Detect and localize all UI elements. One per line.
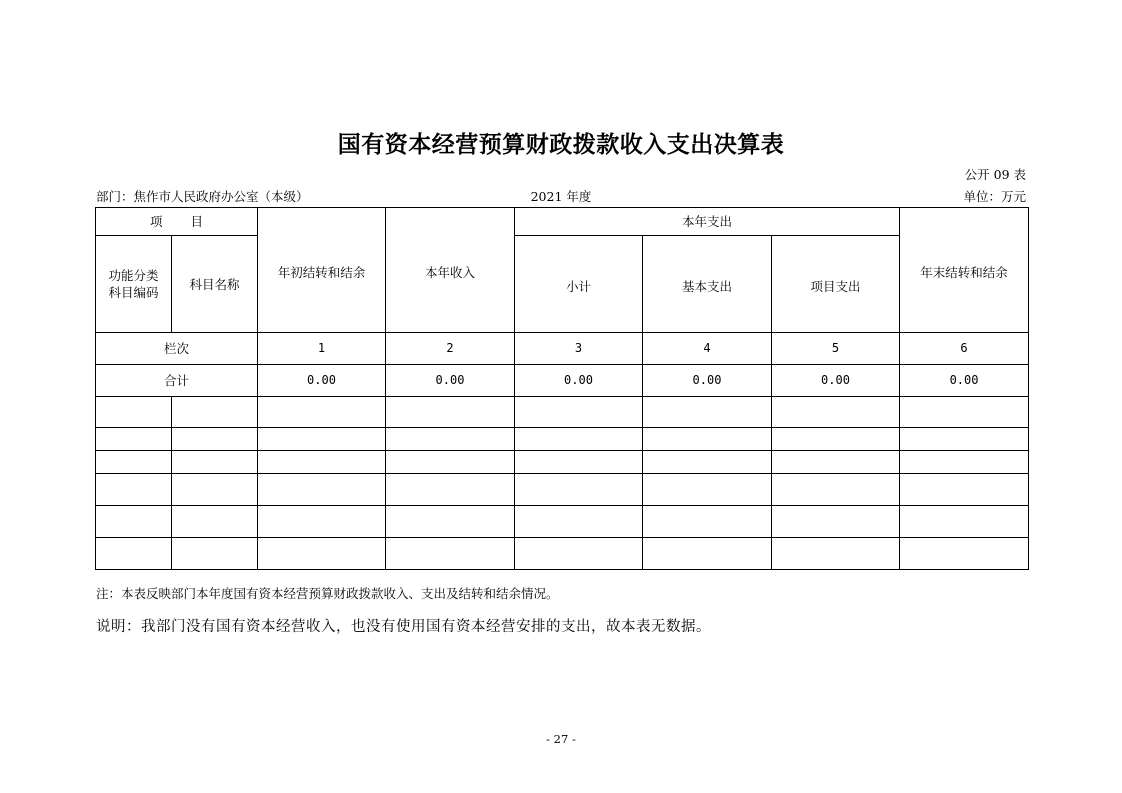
row-total-cell: 0.00 xyxy=(386,365,515,397)
row-index-cell: 1 xyxy=(258,333,386,365)
row-total-cell: 0.00 xyxy=(772,365,900,397)
row-total-cell: 0.00 xyxy=(515,365,643,397)
year-label: 2021 年度 xyxy=(530,189,592,204)
budget-table xyxy=(95,207,1029,570)
empty-row xyxy=(96,474,1029,506)
empty-row xyxy=(96,428,1029,451)
row-index-cell: 6 xyxy=(900,333,1029,365)
header-subject-name: 科目名称 xyxy=(172,236,258,333)
empty-row xyxy=(96,451,1029,474)
row-total xyxy=(96,365,1029,397)
table-note: 注：本表反映部门本年度国有资本经营预算财政拨款收入、支出及结转和结余情况。 xyxy=(96,586,559,601)
header-expense-group: 本年支出 xyxy=(515,208,900,236)
meta-row xyxy=(96,187,1026,205)
header-item: 项 目 xyxy=(96,208,258,236)
page-number: - 27 - xyxy=(546,732,576,746)
row-index-cell: 3 xyxy=(515,333,643,365)
row-index-cell: 2 xyxy=(386,333,515,365)
header-income: 本年收入 xyxy=(386,208,515,333)
empty-row xyxy=(96,506,1029,538)
header-project: 项目支出 xyxy=(772,236,900,333)
row-index-label: 栏次 xyxy=(96,333,258,365)
empty-row xyxy=(96,538,1029,570)
page-title: 国有资本经营预算财政拨款收入支出决算表 xyxy=(337,132,785,158)
header-subtotal: 小计 xyxy=(515,236,643,333)
row-index-cell: 5 xyxy=(772,333,900,365)
row-total-cell: 0.00 xyxy=(900,365,1029,397)
row-total-cell: 0.00 xyxy=(258,365,386,397)
row-index xyxy=(96,333,1029,365)
header-function-code xyxy=(96,236,172,333)
department-label: 部门：焦作市人民政府办公室（本级） xyxy=(96,189,309,204)
row-index-cell: 4 xyxy=(643,333,772,365)
header-code-line1: 功能分类 xyxy=(108,268,159,283)
header-opening: 年初结转和结余 xyxy=(258,208,386,333)
header-code-line2: 科目编码 xyxy=(108,285,159,300)
row-total-label: 合计 xyxy=(96,365,258,397)
unit-label: 单位：万元 xyxy=(963,189,1026,204)
table-number: 公开 09 表 xyxy=(964,167,1026,182)
explanation-text: 说明：我部门没有国有资本经营收入，也没有使用国有资本经营安排的支出，故本表无数据。 xyxy=(96,619,711,635)
header-closing: 年末结转和结余 xyxy=(900,208,1029,333)
empty-row xyxy=(96,397,1029,428)
header-basic: 基本支出 xyxy=(643,236,772,333)
row-total-cell: 0.00 xyxy=(643,365,772,397)
